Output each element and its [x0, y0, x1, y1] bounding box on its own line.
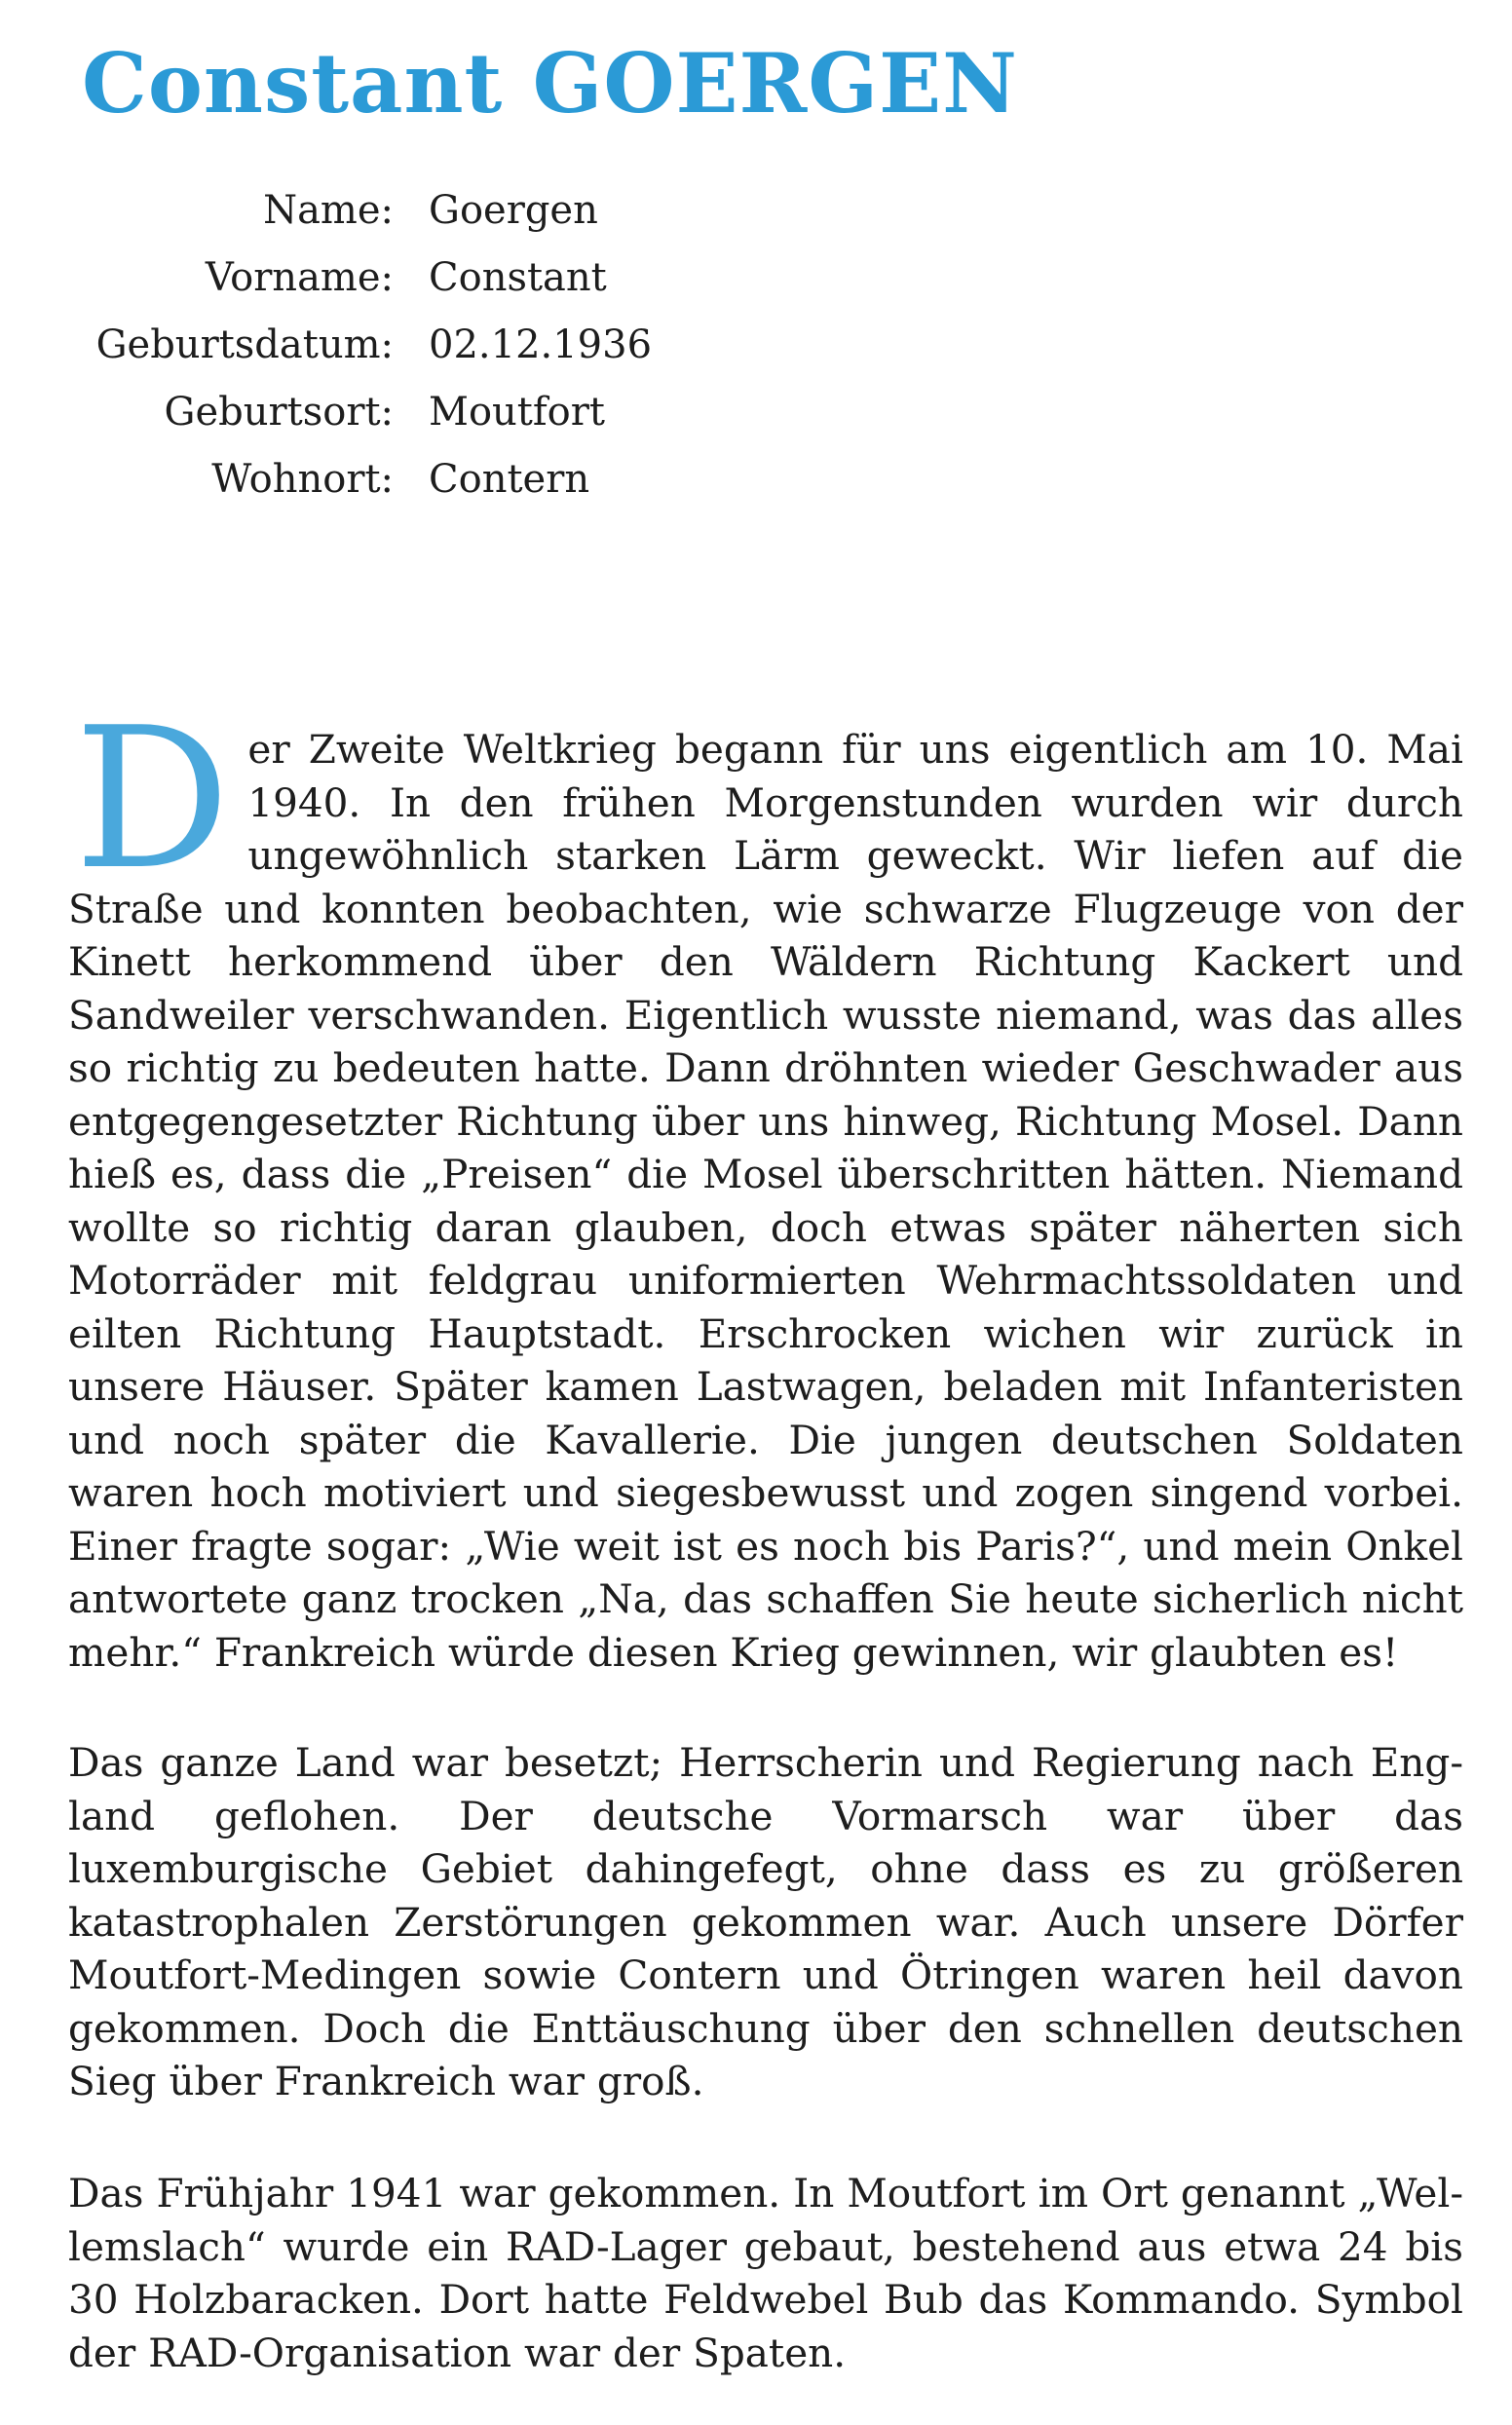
- bio-value: 02.12.1936: [429, 322, 653, 367]
- article-paragraph-3: Das Frühjahr 1941 war gekommen. In Moutfort im Ort genannt „Wellemslach“ wurde ein RAD-Lager gebaut, bestehend aus etwa 24 bis 30 Holzbaracken. Dort hatte Feldwebel Bub das Kommando. Symbol der RAD-Organisation war der Spaten.: [68, 2170, 1463, 2376]
- bio-row-first-name: [58, 245, 652, 312]
- bio-label: Name:: [263, 188, 394, 233]
- article-paragraph-2: Das ganze Land war besetzt; Herrscherin und Regierung nach England geflohen. Der deutsche Vormarsch war über das luxemburgische Gebiet dahingefegt, ohne dass es zu größeren katastrophalen Zerstörungen gekommen war. Auch unsere Dörfer Moutfort-Medingen sowie Contern und Ötringen waren heil davon gekommen. Doch die Enttäuschung über den schnellen deutschen Sieg über Frankreich war groß.: [68, 1739, 1463, 2104]
- bio-value: Constant: [429, 255, 607, 300]
- bio-row-name: [58, 177, 652, 245]
- paragraph-1-text: er Zweite Weltkrieg begann für uns eigentlich am 10. Mai 1940. In den frühen Morgenstunden wurden wir durch ungewöhnlich starken Lärm geweckt. Wir liefen auf die Straße und konnten beobachten, wie schwarze Flugzeuge von der Kinett herkommend über den Wäldern Richtung Kackert und Sandweiler verschwanden. Eigentlich wusste niemand, was das alles so richtig zu bedeuten hatte. Dann dröhnten wieder Geschwader aus entgegengesetzter Richtung über uns hinweg, Richtung Mosel. Dann hieß es, dass die „Preisen“ die Mosel überschritten hätten. Niemand wollte so richtig daran glauben, doch etwas später näherten sich Motorräder mit feldgrau uniformierten Wehrmachtssoldaten und eilten Richtung Hauptstadt. Erschrocken wichen wir zurück in unsere Häuser. Später kamen Lastwagen, beladen mit Infanteristen und noch später die Kavallerie. Die jungen deutschen Soldaten waren hoch motiviert und siegesbewusst und zogen singend vorbei. Einer fragte sogar: „Wie weit ist es noch bis Paris?“, und mein Onkel antwortete ganz trocken „Na, das schaffen Sie heute sicherlich nicht mehr.“ Frankreich würde diesen Krieg gewinnen, wir glaubten es!: [68, 726, 1463, 1676]
- bio-row-birthplace: [58, 379, 652, 446]
- bio-value: Contern: [429, 457, 590, 502]
- bio-value: Moutfort: [429, 390, 605, 435]
- bio-value: Goergen: [429, 188, 598, 233]
- bio-label: Geburtsort:: [164, 390, 394, 435]
- bio-row-birthdate: [58, 312, 652, 379]
- bio-label: Vorname:: [205, 255, 394, 300]
- bio-table: [58, 177, 652, 513]
- bio-label: Wohnort:: [211, 457, 394, 502]
- bio-row-residence: [58, 446, 652, 513]
- bio-label: Geburtsdatum:: [95, 322, 394, 367]
- page-title: Constant GOERGEN: [82, 35, 1018, 132]
- drop-cap: D: [74, 686, 231, 913]
- article-paragraph-1: [68, 686, 1463, 1679]
